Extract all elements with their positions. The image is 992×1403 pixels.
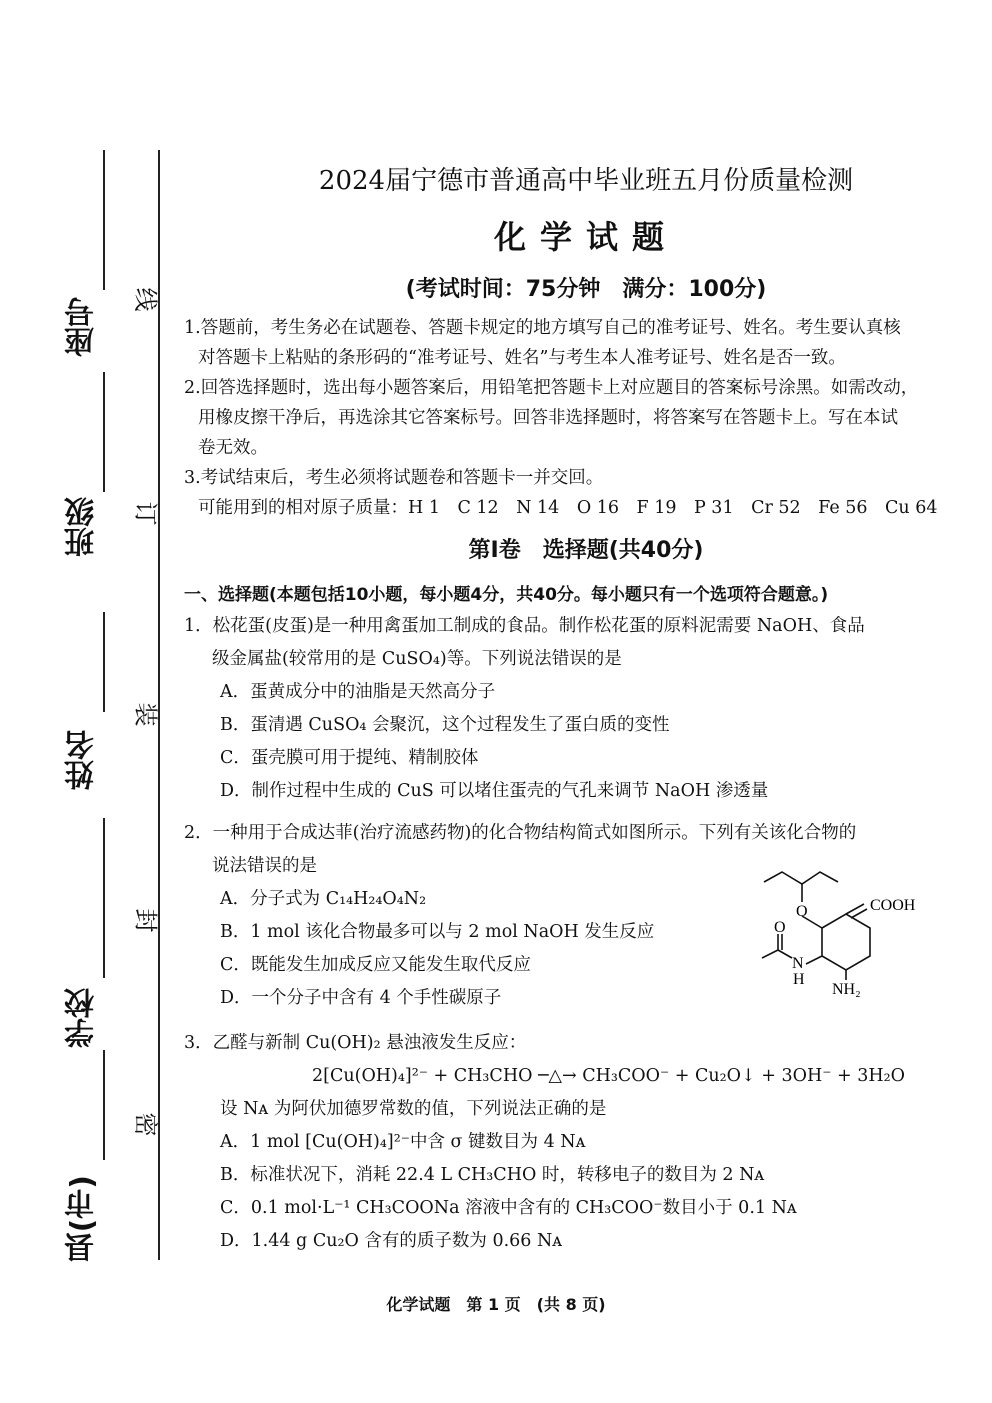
q1-option-b[interactable]: B．蛋清遇 CuSO₄ 会聚沉，这个过程发生了蛋白质的变性 [220,715,670,735]
question-1 [184,610,944,808]
q1-option-c[interactable]: C．蛋壳膜可用于提纯、精制胶体 [220,748,479,768]
binding-mark-secret: 密 [131,1112,160,1137]
seat-number-label: 座号 [65,297,100,357]
q3-option-a[interactable]: A．1 mol [Cu(OH)₄]²⁻中含 σ 键数目为 4 Nᴀ [220,1132,586,1152]
note-2c: 卷无效。 [198,438,268,458]
q1-option-a[interactable]: A．蛋黄成分中的油脂是天然高分子 [220,682,496,702]
struct-carbonyl-o: O [774,919,786,936]
seat-number-blank[interactable] [103,150,105,290]
question-3 [184,1027,944,1258]
struct-h: H [793,971,805,988]
page-footer: 化学试题 第 1 页 (共 8 页) [386,1295,606,1314]
struct-cooh: COOH [870,897,916,914]
binding-mark-bind: 订 [131,501,160,526]
atomic-masses: 可能用到的相对原子质量：H 1 C 12 N 14 O 16 F 19 P 31 Cr 52 Fe 56 Cu 64 [198,498,938,518]
binding-mark-seal: 封 [131,908,160,933]
class-label: 班级 [65,497,100,557]
binding-mark-pack: 装 [131,702,160,727]
q2-option-c[interactable]: C．既能发生加成反应又能发生取代反应 [220,955,531,975]
subject-title: 化学试题 [493,218,678,256]
q1-stem-a: 1．松花蛋(皮蛋)是一种用禽蛋加工制成的食品。制作松花蛋的原料泥需要 NaOH、食品 [184,616,865,636]
section-title: 第Ⅰ卷 选择题(共40分) [468,538,704,563]
molecule-structure [752,868,932,998]
county-label: 县(市) [65,1175,100,1263]
q3-option-d[interactable]: D．1.44 g Cu₂O 含有的质子数为 0.66 Nᴀ [220,1231,563,1251]
struct-nh2: NH₂ [832,981,861,998]
q2-option-a[interactable]: A．分子式为 C₁₄H₂₄O₄N₂ [220,889,427,909]
q2-stem-a: 2．一种用于合成达菲(治疗流感药物)的化合物结构简式如图所示。下列有关该化合物的 [184,823,857,843]
q3-equation: 2[Cu(OH)₄]²⁻ + CH₃CHO ─△→ CH₃COO⁻ + Cu₂O↓ + 3OH⁻ + 3H₂O [312,1066,905,1086]
note-3: 3.考试结束后，考生必须将试题卷和答题卡一并交回。 [184,468,604,488]
q2-option-b[interactable]: B．1 mol 该化合物最多可以与 2 mol NaOH 发生反应 [220,922,655,942]
note-2a: 2.回答选择题时，选出每小题答案后，用铅笔把答题卡上对应题目的答案标号涂黑。如需改动， [184,378,919,398]
school-blank[interactable] [103,818,105,978]
q2-option-d[interactable]: D．一个分子中含有 4 个手性碳原子 [220,988,502,1008]
q3-stem: 3．乙醛与新制 Cu(OH)₂ 悬浊液发生反应： [184,1033,527,1053]
q3-option-b[interactable]: B．标准状况下，消耗 22.4 L CH₃CHO 时，转移电子的数目为 2 Nᴀ [220,1165,765,1185]
struct-n: N [792,955,804,972]
exam-title: 2024届宁德市普通高中毕业班五月份质量检测 [318,166,854,196]
class-blank-upper[interactable] [103,372,105,492]
q3-stem-2: 设 Nᴀ 为阿伏加德罗常数的值，下列说法正确的是 [220,1099,607,1119]
struct-ether-o: O [796,903,808,920]
school-label: 学校 [65,988,100,1048]
part-title: 一、选择题(本题包括10小题，每小题4分，共40分。每小题只有一个选项符合题意。) [184,585,829,605]
name-label: 姓名 [65,730,100,790]
q2-stem-b: 说法错误的是 [212,856,317,876]
q3-option-c[interactable]: C．0.1 mol·L⁻¹ CH₃COONa 溶液中含有的 CH₃COO⁻数目小于 0.1 Nᴀ [220,1198,797,1218]
exam-info: (考试时间：75分钟 满分：100分) [405,277,767,302]
note-1b: 对答题卡上粘贴的条形码的“准考证号、姓名”与考生本人准考证号、姓名是否一致。 [198,348,846,368]
q1-option-d[interactable]: D．制作过程中生成的 CuS 可以堵住蛋壳的气孔来调节 NaOH 渗透量 [220,781,769,801]
instructions [184,313,954,523]
note-1a: 1.答题前，考生务必在试题卷、答题卡规定的地方填写自己的准考证号、姓名。考生要认真核 [184,318,901,338]
q1-stem-b: 级金属盐(较常用的是 CuSO₄)等。下列说法错误的是 [212,649,622,669]
note-2b: 用橡皮擦干净后，再选涂其它答案标号。回答非选择题时，将答案写在答题卡上。写在本试 [198,408,898,428]
name-blank[interactable] [103,612,105,712]
county-blank[interactable] [103,1050,105,1160]
binding-mark-line: 线 [131,287,160,312]
